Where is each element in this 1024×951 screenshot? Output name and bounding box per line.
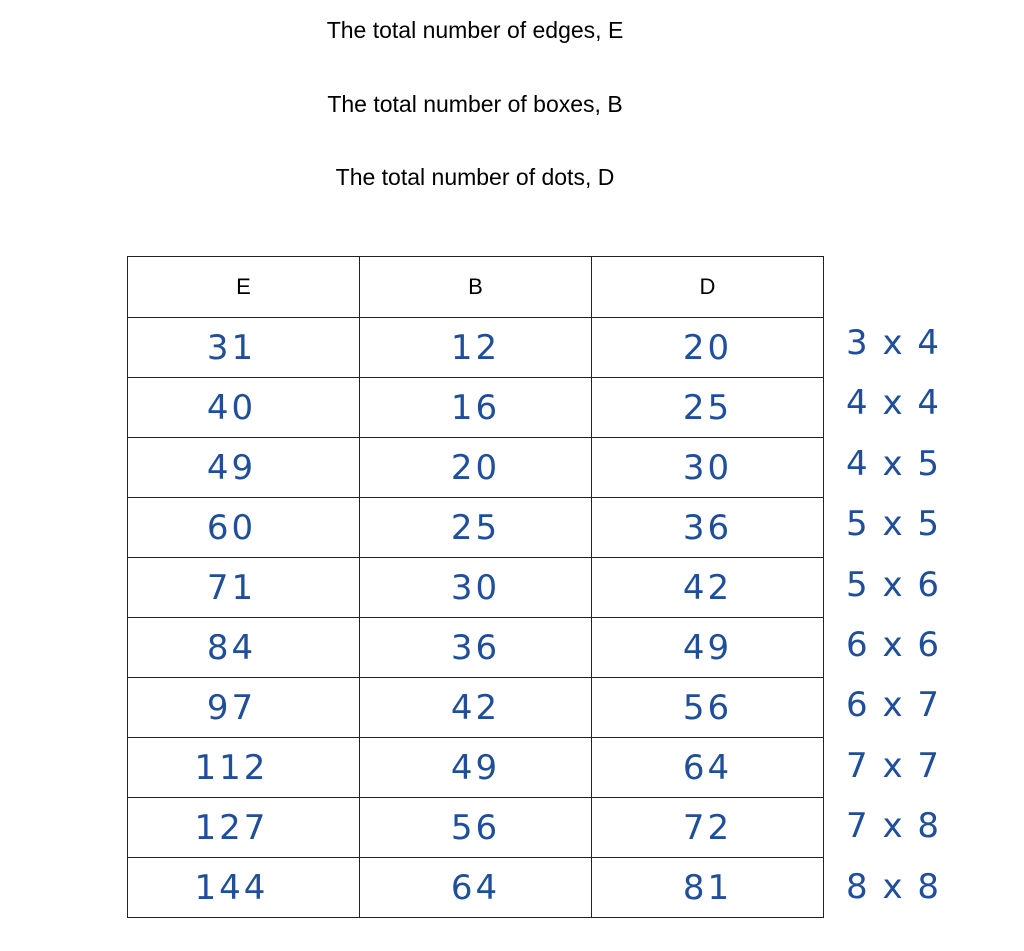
header-e: E — [128, 257, 360, 318]
table-cell-boxes — [360, 798, 592, 858]
table-row — [128, 378, 824, 438]
side-note: 4 x 5 — [846, 443, 941, 484]
table-cell-edges — [128, 798, 360, 858]
handwritten-value: 12 — [450, 327, 501, 368]
table-cell-boxes — [360, 438, 592, 498]
handwritten-value: 25 — [682, 387, 733, 428]
handwritten-value: 127 — [194, 807, 269, 848]
table-cell-dots — [592, 678, 824, 738]
handwritten-value: 36 — [450, 627, 501, 668]
table-header-row — [128, 257, 824, 318]
handwritten-value: 31 — [206, 327, 257, 368]
handwritten-value: 20 — [682, 327, 733, 368]
handwritten-value: 56 — [450, 807, 501, 848]
side-note: 5 x 5 — [846, 504, 941, 545]
handwritten-value: 49 — [682, 627, 733, 668]
side-note: 5 x 6 — [846, 564, 941, 605]
table-cell-dots — [592, 618, 824, 678]
table-cell-edges — [128, 678, 360, 738]
handwritten-value: 49 — [450, 747, 501, 788]
side-note: 6 x 6 — [846, 624, 941, 665]
definition-boxes: The total number of boxes, B — [327, 91, 623, 117]
handwritten-value: 112 — [194, 747, 269, 788]
table-cell-boxes — [360, 618, 592, 678]
handwritten-value: 30 — [682, 447, 733, 488]
table-cell-dots — [592, 378, 824, 438]
side-notes — [838, 318, 988, 922]
table-cell-edges — [128, 618, 360, 678]
table-cell-edges — [128, 558, 360, 618]
table-row — [128, 678, 824, 738]
table-row — [128, 858, 824, 918]
handwritten-value: 84 — [206, 627, 257, 668]
table-row — [128, 798, 824, 858]
handwritten-value: 49 — [206, 447, 257, 488]
side-note: 4 x 4 — [846, 383, 941, 424]
side-note: 8 x 8 — [846, 866, 941, 907]
handwritten-value: 42 — [450, 687, 501, 728]
handwritten-value: 97 — [206, 687, 257, 728]
side-note: 3 x 4 — [846, 323, 941, 363]
handwritten-value: 64 — [450, 867, 501, 908]
handwritten-value: 40 — [206, 387, 257, 428]
table-cell-edges — [128, 378, 360, 438]
table-cell-dots — [592, 858, 824, 918]
table-cell-dots — [592, 318, 824, 378]
table-cell-edges — [128, 438, 360, 498]
handwritten-value: 16 — [450, 387, 501, 428]
table-cell-boxes — [360, 858, 592, 918]
handwritten-value: 72 — [682, 807, 733, 848]
handwritten-value: 36 — [682, 507, 733, 548]
table-cell-dots — [592, 798, 824, 858]
table-cell-boxes — [360, 678, 592, 738]
handwritten-value: 20 — [450, 447, 501, 488]
table-row — [128, 738, 824, 798]
definition-dots: The total number of dots, D — [335, 164, 615, 190]
handwritten-value: 60 — [206, 507, 257, 548]
side-note: 6 x 7 — [846, 685, 941, 726]
table-cell-boxes — [360, 738, 592, 798]
table-cell-boxes — [360, 318, 592, 378]
definition-edges: The total number of edges, E — [326, 17, 624, 43]
table-cell-edges — [128, 738, 360, 798]
table-cell-boxes — [360, 558, 592, 618]
handwritten-value: 81 — [682, 867, 733, 908]
table-cell-dots — [592, 738, 824, 798]
header-d: D — [592, 257, 824, 318]
side-note: 7 x 7 — [846, 745, 941, 786]
table-row — [128, 438, 824, 498]
table-row — [128, 498, 824, 558]
handwritten-value: 64 — [682, 747, 733, 788]
table-row — [128, 618, 824, 678]
table-cell-dots — [592, 558, 824, 618]
table-cell-edges — [128, 858, 360, 918]
table-row — [128, 318, 824, 378]
side-note: 7 x 8 — [846, 806, 941, 847]
handwritten-value: 25 — [450, 507, 501, 548]
table-cell-dots — [592, 498, 824, 558]
handwritten-value: 144 — [194, 867, 269, 908]
handwritten-value: 30 — [450, 567, 501, 608]
table-cell-boxes — [360, 378, 592, 438]
handwritten-value: 56 — [682, 687, 733, 728]
table-row — [128, 558, 824, 618]
table-cell-dots — [592, 438, 824, 498]
header-b: B — [360, 257, 592, 318]
handwritten-value: 71 — [206, 567, 257, 608]
table-cell-edges — [128, 498, 360, 558]
table-cell-edges — [128, 318, 360, 378]
data-table — [127, 256, 824, 918]
table-cell-boxes — [360, 498, 592, 558]
handwritten-value: 42 — [682, 567, 733, 608]
